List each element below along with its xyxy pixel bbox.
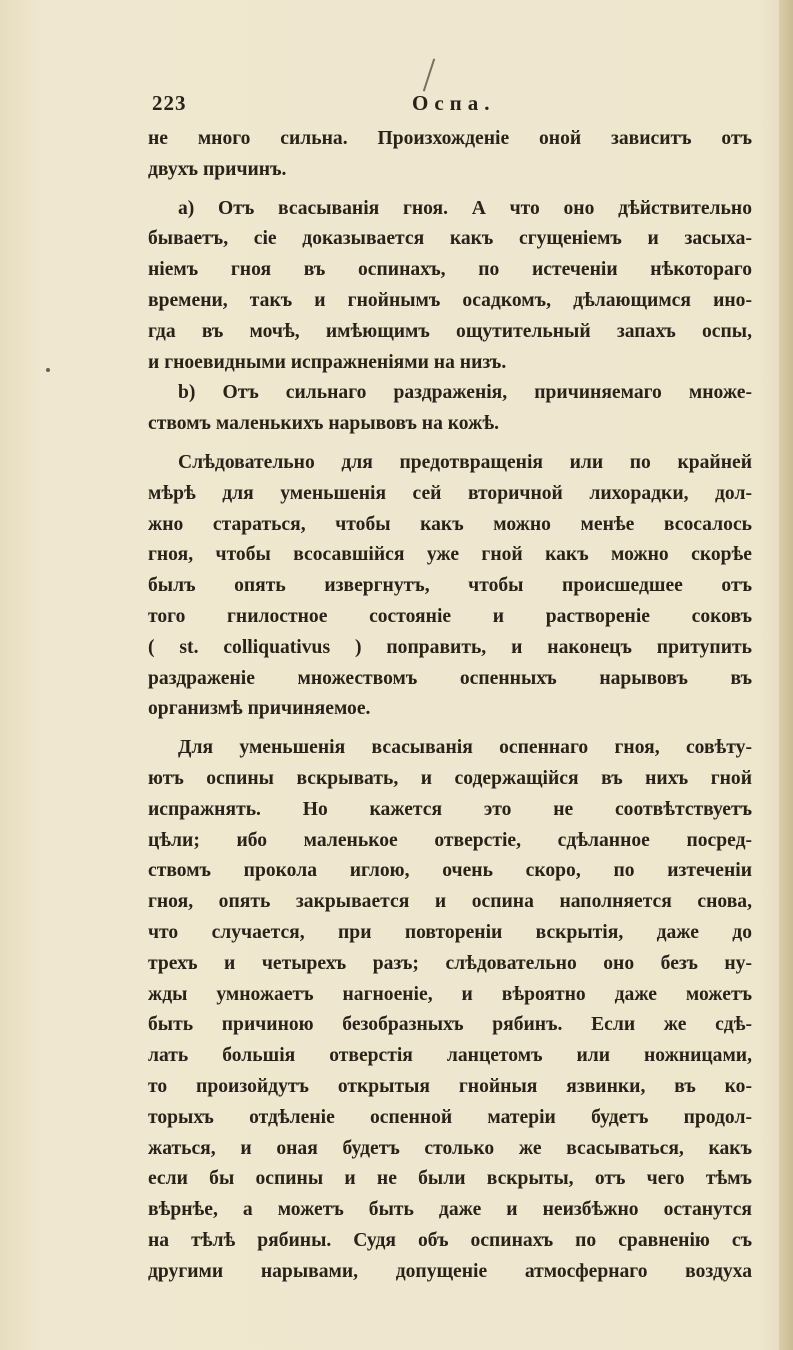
- running-title: Оспа.: [412, 91, 496, 115]
- text-line: того гнилостное состояніе и раствореніе соковъ: [148, 605, 752, 627]
- text-line: вѣрнѣе, а можетъ быть даже и неизбѣжно останутся: [148, 1199, 752, 1221]
- text-line: былъ опять извергнутъ, чтобы происшедшее отъ: [148, 575, 752, 597]
- text-line: жно стараться, чтобы какъ можно менѣе всосалось: [148, 513, 752, 535]
- text-line: гда въ мочѣ, имѣющимъ ощутительный запахъ оспы,: [148, 320, 752, 342]
- text-line: a) Отъ всасыванія гноя. А что оно дѣйствительно: [178, 197, 752, 219]
- text-line: то произойдутъ открытыя гнойныя язвинки, въ ко-: [148, 1075, 752, 1097]
- text-line: ствомъ прокола иглою, очень скоро, по изтеченіи: [148, 860, 752, 882]
- text-line: гноя, чтобы всосавшійся уже гной какъ можно скорѣе: [148, 544, 752, 566]
- text-line: не много сильна. Произхожденіе оной зависитъ отъ: [148, 128, 752, 149]
- text-line: лать большія отверстія ланцетомъ или ножницами,: [148, 1045, 752, 1067]
- text-line: двухъ причинъ.: [148, 158, 287, 180]
- ink-speck: [46, 368, 50, 372]
- text-line: мѣрѣ для уменьшенія сей вторичной лихорадки, дол-: [148, 482, 752, 504]
- text-line: цѣли; ибо маленькое отверстіе, сдѣланное посред-: [148, 829, 752, 851]
- text-line: другими нарывами, допущеніе атмосфернаго воздуха: [148, 1260, 752, 1282]
- text-line: b) Отъ сильнаго раздраженія, причиняемаго множе-: [178, 382, 752, 404]
- text-line: жды умножаетъ нагноеніе, и вѣроятно даже можетъ: [148, 983, 752, 1005]
- pencil-mark: [423, 59, 435, 92]
- text-line: времени, такъ и гнойнымъ осадкомъ, дѣлающимся ино-: [148, 289, 752, 311]
- text-line: гноя, опять закрывается и оспина наполняется снова,: [148, 891, 752, 913]
- text-line: и гноевидными испражненіями на низъ.: [148, 351, 507, 373]
- text-line: на тѣлѣ рябины. Судя объ оспинахъ по сравненію съ: [148, 1229, 752, 1251]
- text-line: ствомъ маленькихъ нарывовъ на кожѣ.: [148, 413, 499, 435]
- text-line: ( st. colliquativus ) поправить, и наконецъ притупить: [148, 636, 752, 658]
- text-line: трехъ и четырехъ разъ; слѣдовательно оно безъ ну-: [148, 952, 752, 974]
- text-line: организмѣ причиняемое.: [148, 698, 371, 720]
- page-header: [152, 91, 752, 121]
- text-line: ніемъ гноя въ оспинахъ, по истеченіи нѣкотораго: [148, 259, 752, 281]
- text-line: ютъ оспины вскрывать, и содержащійся въ нихъ гной: [148, 767, 752, 789]
- text-line: бываетъ, сіе доказывается какъ сгущеніемъ и засыха-: [148, 228, 752, 250]
- body-text: [148, 124, 752, 1287]
- text-line: раздраженіе множествомъ оспенныхъ нарывовъ въ: [148, 667, 752, 689]
- text-line: быть причиною безобразныхъ рябинъ. Если же сдѣ-: [148, 1014, 752, 1036]
- page-number: 223: [152, 91, 187, 115]
- page-edge-shadow: [779, 0, 793, 1350]
- text-line: Для уменьшенія всасыванія оспеннаго гноя, совѣту-: [178, 737, 752, 759]
- text-line: испражнять. Но кажется это не соотвѣтствуетъ: [148, 798, 752, 820]
- text-line: жаться, и оная будетъ столько же всасываться, какъ: [148, 1137, 752, 1159]
- text-line: Слѣдовательно для предотвращенія или по крайней: [178, 451, 752, 473]
- text-line: что случается, при повтореніи вскрытія, даже до: [148, 921, 752, 943]
- text-line: торыхъ отдѣленіе оспенной матеріи будетъ продол-: [148, 1106, 752, 1128]
- text-line: если бы оспины и не были вскрыты, отъ чего тѣмъ: [148, 1168, 752, 1190]
